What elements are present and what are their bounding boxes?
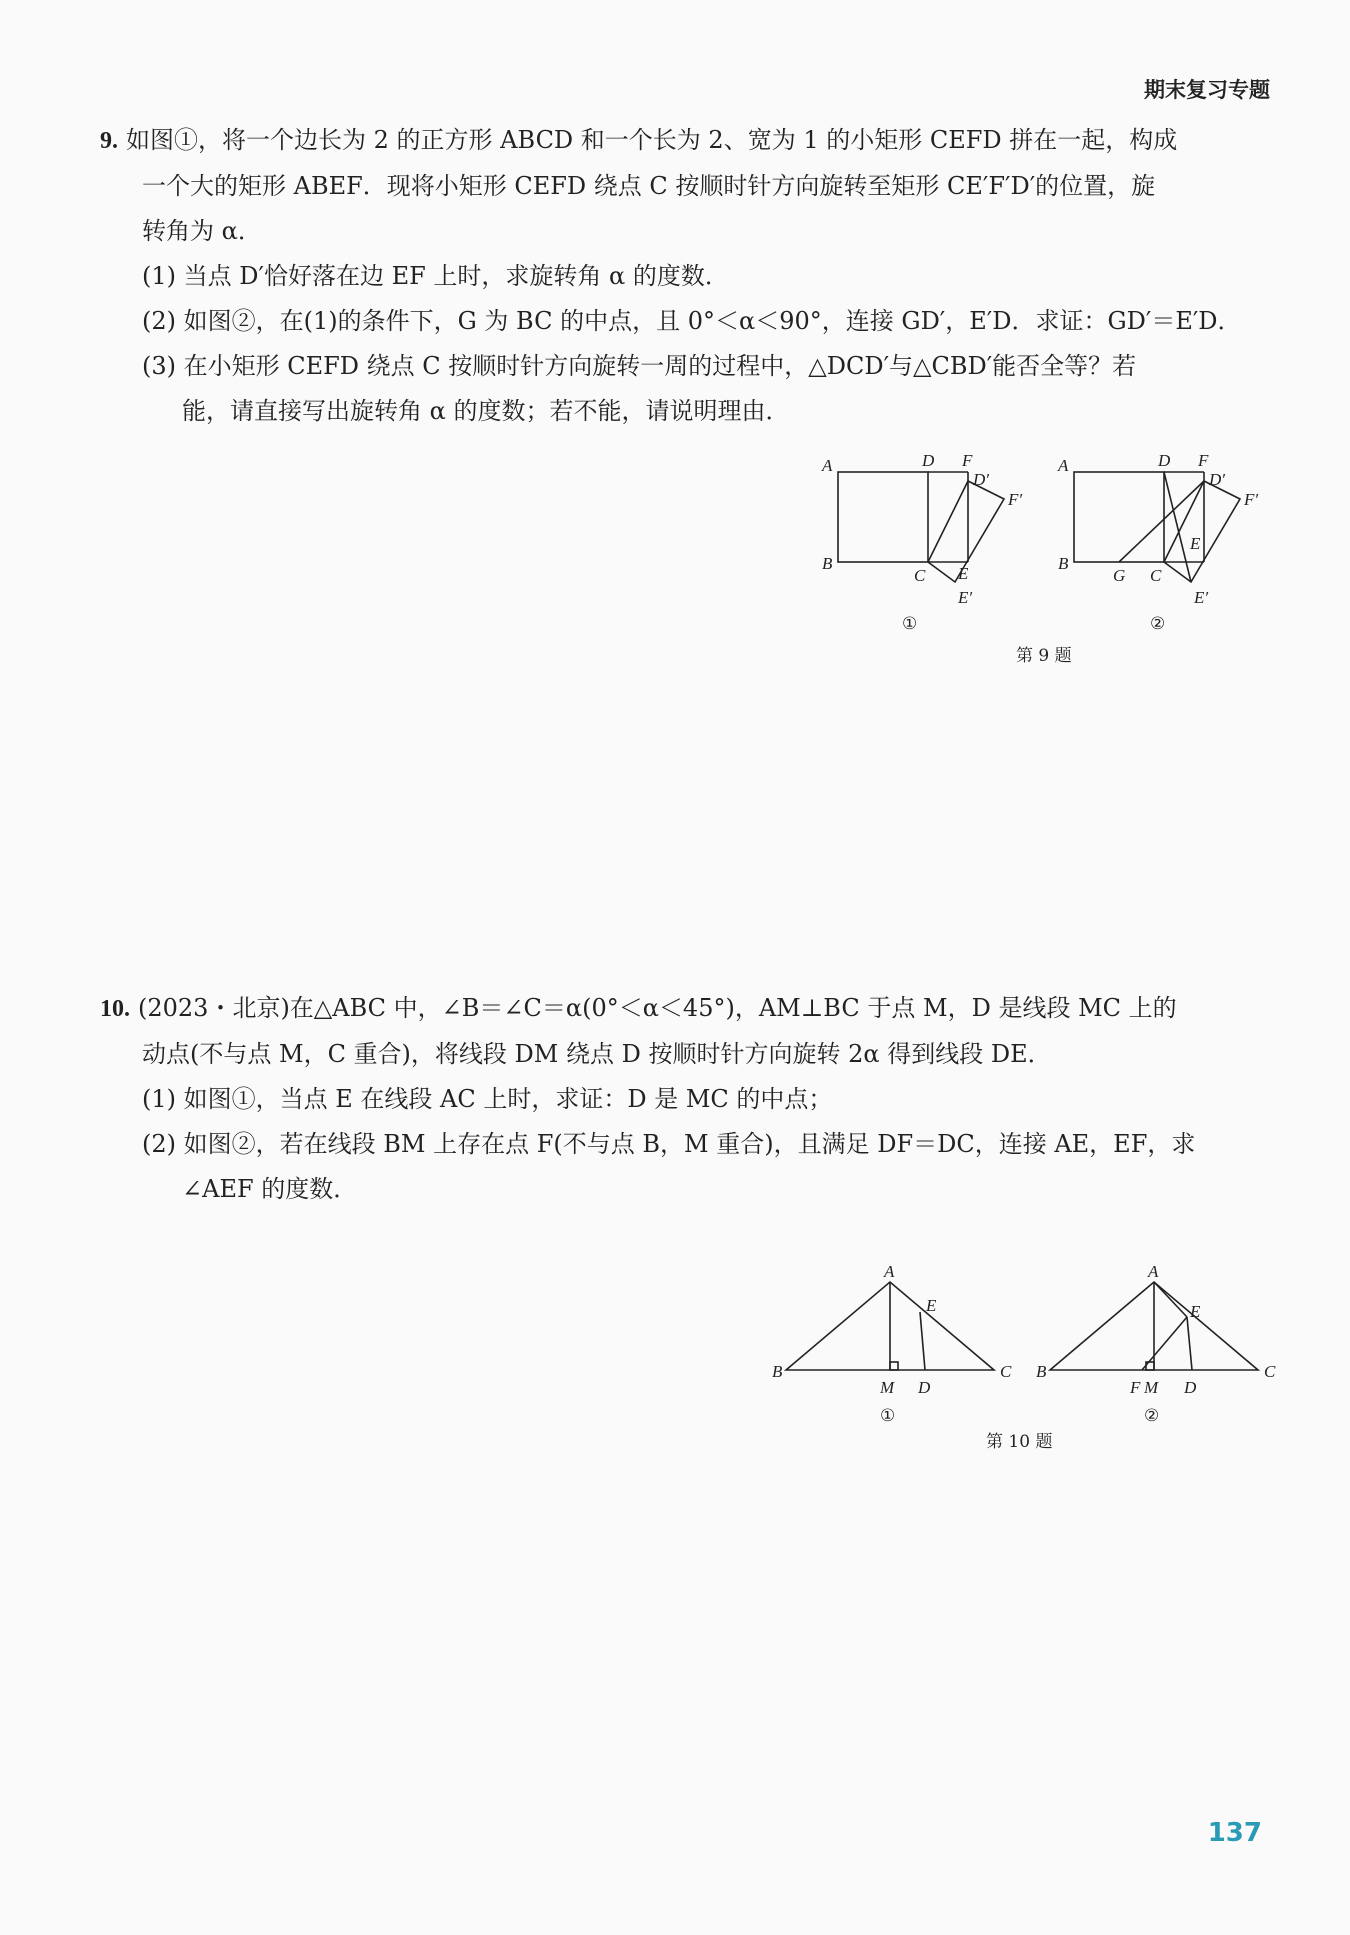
- problem-10: [100, 986, 1272, 1212]
- svg-text:G: G: [1113, 566, 1126, 585]
- problem-9-line-3: 转角为 α．: [142, 217, 262, 245]
- figure-10-1: [786, 1282, 994, 1370]
- svg-text:C: C: [1150, 566, 1162, 585]
- problem-9-line-2: 一个大的矩形 ABEF．现将小矩形 CEFD 绕点 C 按顺时针方向旋转至矩形 CE′F′D′的位置，旋: [142, 172, 1156, 200]
- problem-9-sub-1: (1) 当点 D′恰好落在边 EF 上时，求旋转角 α 的度数．: [142, 262, 729, 290]
- svg-text:A: A: [822, 456, 833, 475]
- svg-text:A: A: [1058, 456, 1069, 475]
- svg-text:D: D: [922, 451, 935, 470]
- section-header: 期末复习专题: [1144, 78, 1270, 102]
- svg-text:E′: E′: [1194, 588, 1209, 607]
- problem-9-sub-2: (2) 如图②，在(1)的条件下，G 为 BC 的中点，且 0°＜α＜90°，连接 GD′，E′D．求证：GD′＝E′D．: [142, 307, 1242, 335]
- svg-text:F: F: [962, 451, 973, 470]
- svg-text:F: F: [1130, 1378, 1141, 1397]
- svg-text:C: C: [1264, 1362, 1276, 1381]
- svg-text:A: A: [884, 1262, 895, 1281]
- page-number: 137: [1207, 1818, 1262, 1848]
- problem-10-sub-2b: ∠AEF 的度数．: [182, 1175, 358, 1203]
- figure-10-label-1: ①: [880, 1406, 896, 1425]
- svg-text:C: C: [1000, 1362, 1012, 1381]
- svg-text:D: D: [1184, 1378, 1197, 1397]
- svg-text:E: E: [958, 564, 969, 583]
- figure-10-caption: 第 10 题: [986, 1432, 1053, 1452]
- problem-9-sub-3a: (3) 在小矩形 CEFD 绕点 C 按顺时针方向旋转一周的过程中，△DCD′与△CBD′能否全等？若: [142, 352, 1137, 380]
- problem-9: [100, 118, 1272, 434]
- svg-text:D: D: [918, 1378, 931, 1397]
- svg-text:D′: D′: [1209, 470, 1225, 489]
- problem-10-sub-2a: (2) 如图②，若在线段 BM 上存在点 F(不与点 B，M 重合)，且满足 DF＝DC，连接 AE，EF，求: [142, 1130, 1196, 1158]
- svg-text:A: A: [1148, 1262, 1159, 1281]
- problem-10-number: 10.: [100, 996, 130, 1022]
- problem-10-line-1: (2023・北京)在△ABC 中，∠B＝∠C＝α(0°＜α＜45°)，AM⊥BC 于点 M，D 是线段 MC 上的: [138, 994, 1177, 1022]
- svg-text:F′: F′: [1244, 490, 1259, 509]
- svg-text:F′: F′: [1008, 490, 1023, 509]
- figure-9: [810, 445, 1290, 675]
- svg-text:D: D: [1158, 451, 1171, 470]
- svg-text:D′: D′: [973, 470, 989, 489]
- svg-text:M: M: [1144, 1378, 1159, 1397]
- svg-text:E: E: [926, 1296, 937, 1315]
- svg-text:B: B: [1036, 1362, 1047, 1381]
- svg-text:C: C: [914, 566, 926, 585]
- svg-text:E′: E′: [958, 588, 973, 607]
- figure-10: [760, 1255, 1280, 1455]
- problem-9-line-1: 如图①，将一个边长为 2 的正方形 ABCD 和一个长为 2、宽为 1 的小矩形 CEFD 拼在一起，构成: [126, 126, 1178, 154]
- svg-text:M: M: [880, 1378, 895, 1397]
- figure-9-caption: 第 9 题: [1016, 646, 1072, 666]
- problem-9-number: 9.: [100, 128, 118, 154]
- figure-10-2: [1050, 1282, 1258, 1370]
- problem-9-sub-3b: 能，请直接写出旋转角 α 的度数；若不能，请说明理由．: [182, 397, 790, 425]
- svg-text:B: B: [822, 554, 833, 573]
- figure-9-label-2: ②: [1150, 614, 1166, 633]
- figure-9-label-1: ①: [902, 614, 918, 633]
- svg-text:E: E: [1190, 1302, 1201, 1321]
- svg-text:B: B: [772, 1362, 783, 1381]
- problem-10-sub-1: (1) 如图①，当点 E 在线段 AC 上时，求证：D 是 MC 的中点；: [142, 1085, 833, 1113]
- svg-text:B: B: [1058, 554, 1069, 573]
- figure-10-label-2: ②: [1144, 1406, 1160, 1425]
- svg-text:E: E: [1190, 534, 1201, 553]
- svg-text:F: F: [1198, 451, 1209, 470]
- problem-10-line-2: 动点(不与点 M，C 重合)，将线段 DM 绕点 D 按顺时针方向旋转 2α 得到线段 DE．: [142, 1040, 1052, 1068]
